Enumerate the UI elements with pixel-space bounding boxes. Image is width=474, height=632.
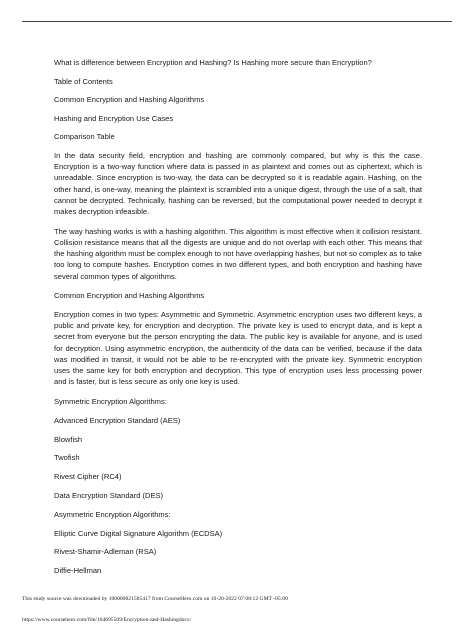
toc-item: Hashing and Encryption Use Cases [54,113,174,123]
list-item: Data Encryption Standard (DES) [54,490,164,500]
list-item: Rivest-Shamir-Adleman (RSA) [54,547,157,557]
section-paragraph: Encryption comes in two types: Asymmetric and Symmetric. Asymmetric encryption uses two different keys, a public and private key, for encryption and decryption. The private key is used to encrypt data, and is kept a secret from everyone but the person encrypting the data. The public key is available for anyone, and is used for decryption. Using asymmetric encryption, the authenticity of the data can be verified, because if the data was modified in transit, it would not be able to be re-encrypted with the private key. Symmetric encryption uses the same key for both encryption and decryption. This type of encryption uses less processing power and is faster, but is less secure as only one key is used. [54,309,422,387]
source-url[interactable]: https://www.coursehero.com/file/164695509/Encryption-and-Hashingdocx/ [22,617,192,623]
list-item: Blowfish [54,434,83,444]
hashing-paragraph: The way hashing works is with a hashing algorithm. This algorithm is most effective when it collision resistant. Collision resistance means that all the digests are unique and do not overlap with each other. This means that the hashing algorithm must be complex enough to not have overlapping hashes, but not so complex as to take too long to compute hashes. Encryption comes in two different types, and both encryption and hashing have several common types of algorithms. [54,226,422,281]
download-source-note: This study source was downloaded by 100000821585417 from CourseHero.com on 10-20-2022 07:08:12 GMT -05:00 [22,596,288,602]
symmetric-heading: Symmetric Encryption Algorithms: [54,397,167,406]
toc-heading: Table of Contents [54,76,113,86]
list-item: Rivest Cipher (RC4) [54,472,122,482]
list-item: Twofish [54,453,80,463]
asymmetric-heading: Asymmetric Encryption Algorithms: [54,509,171,519]
intro-paragraph: In the data security field, encryption and hashing are commonly compared, but why is this the case. Encryption is a two-way function where data is passed in as plaintext and comes out as ciphertext, which is unreadable. Since encryption is two-way, the data can be decrypted so it is readable again. Hashing, on the other hand, is one-way, meaning the plaintext is scrambled into a unique digest, through the use of a salt, that cannot be decrypted. Technically, hashing can be reversed, but the computational power needed to decrypt it makes decryption infeasible. [54,150,422,216]
document-body [54,57,422,584]
list-item: Diffie-Hellman [54,566,102,576]
list-item: Elliptic Curve Digital Signature Algorithm (ECDSA) [54,528,223,538]
toc-item: Common Encryption and Hashing Algorithms [54,95,205,105]
section-heading: Common Encryption and Hashing Algorithms [54,291,205,301]
list-item: Advanced Encryption Standard (AES) [54,415,181,425]
document-title: What is difference between Encryption and Hashing? Is Hashing more secure than Encryption? [54,58,372,67]
toc-item: Comparison Table [54,132,115,142]
top-rule [22,21,452,22]
